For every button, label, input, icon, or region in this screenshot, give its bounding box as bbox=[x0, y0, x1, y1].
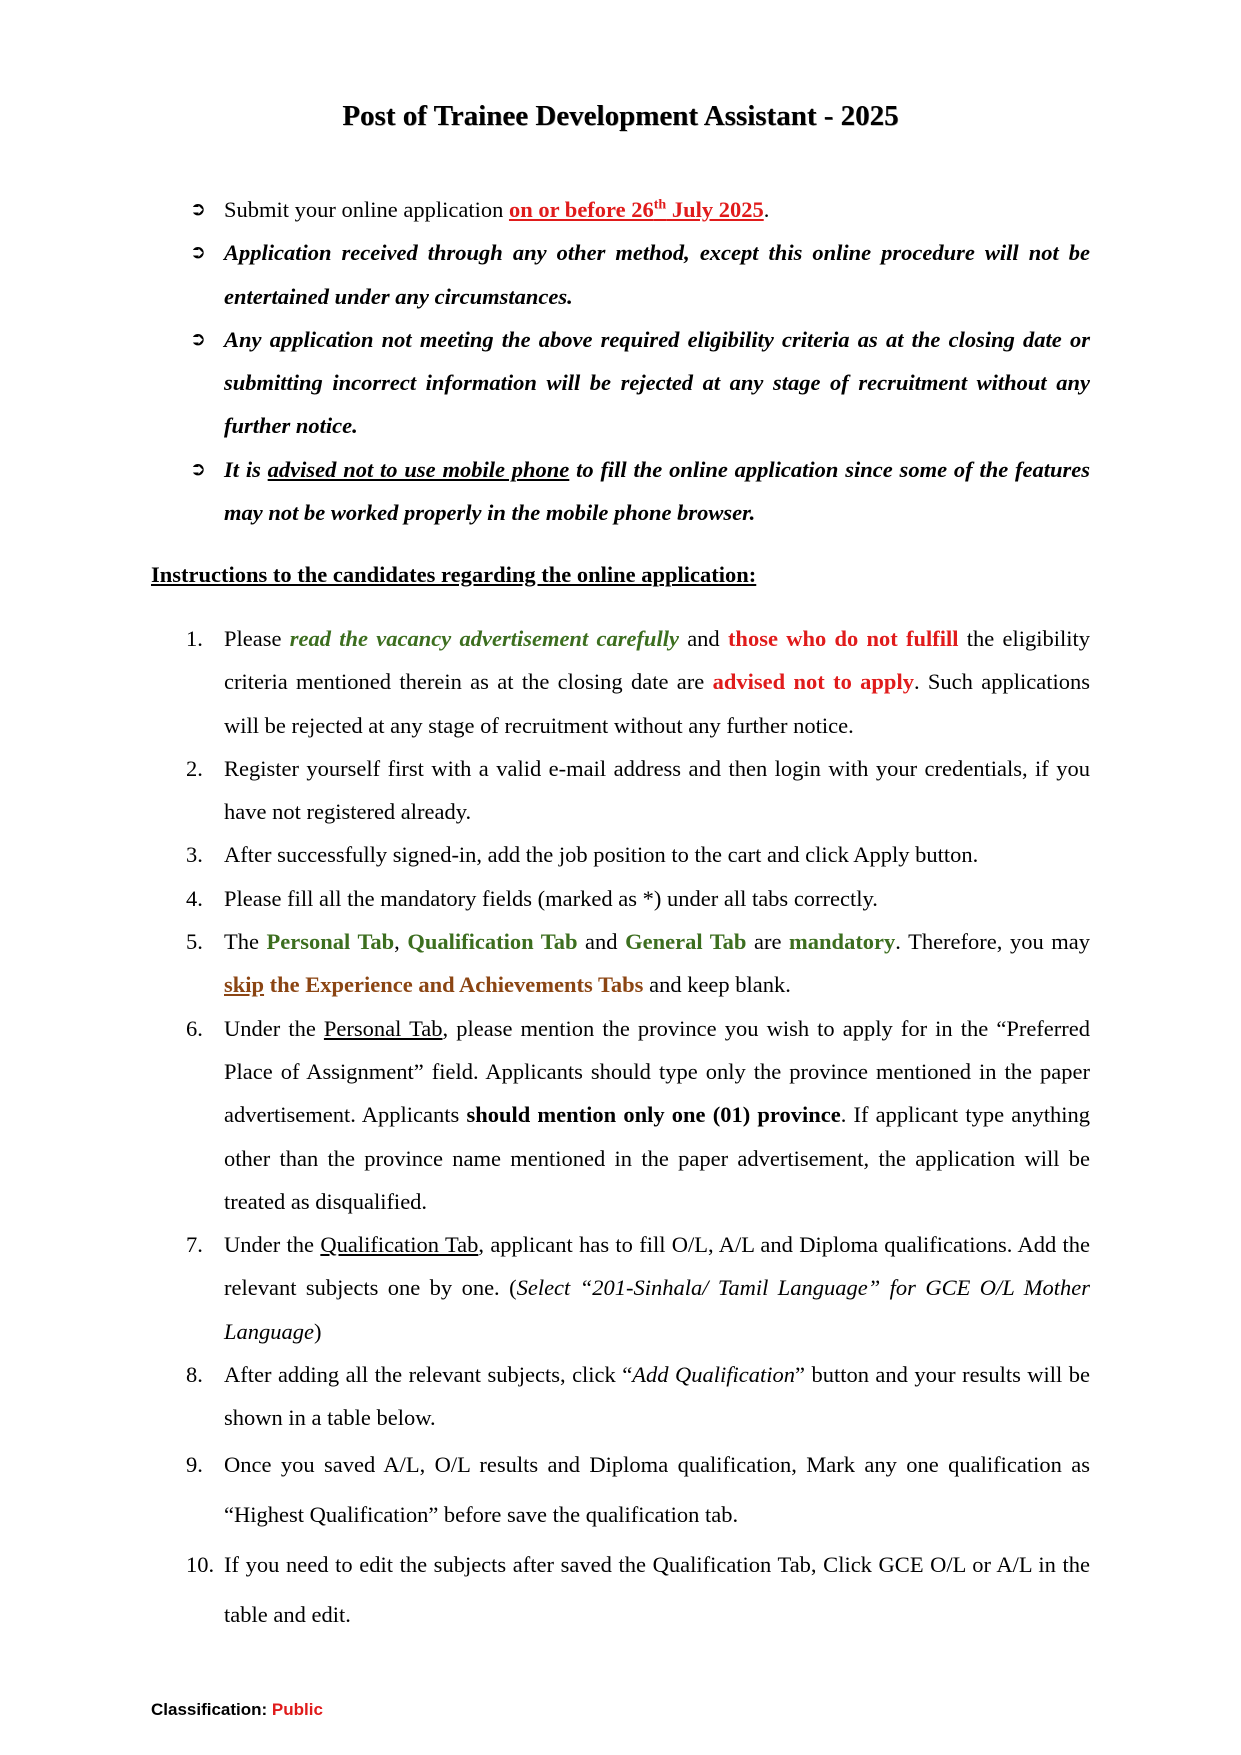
instruction-text: Once you saved A/L, O/L results and Diploma qualification, Mark any one qualification as “Highest Qualification” before save the qualification tab. bbox=[224, 1451, 1090, 1527]
text-part: Under the bbox=[224, 1015, 324, 1041]
text-part: ” button and your results will be shown in a table below. bbox=[224, 1362, 1091, 1431]
tab-name: Personal Tab bbox=[266, 929, 395, 955]
instruction-text: Register yourself first with a valid e-mail address and then login with your credentials, if you have not registered already. bbox=[224, 755, 1090, 825]
deadline-part: on or before 26 bbox=[508, 197, 654, 222]
text-part: The bbox=[224, 929, 267, 955]
text-part: and keep blank. bbox=[643, 972, 791, 998]
warning-text: advised not to apply bbox=[712, 669, 914, 695]
instruction-item bbox=[186, 877, 1090, 920]
instruction-text bbox=[224, 1353, 1090, 1440]
notice-text-part: It is bbox=[224, 456, 268, 482]
instruction-item bbox=[186, 833, 1090, 876]
notice-item bbox=[190, 448, 1090, 535]
tab-name: Personal Tab bbox=[323, 1015, 443, 1041]
deadline-suffix: th bbox=[653, 197, 667, 213]
instruction-text bbox=[224, 1223, 1090, 1353]
skip-text: skip bbox=[224, 972, 265, 998]
mobile-warning-text: advised not to use mobile phone bbox=[267, 456, 570, 482]
classification-footer bbox=[151, 1700, 323, 1720]
arrow-bullet-icon: ➲ bbox=[190, 327, 206, 350]
instruction-item bbox=[186, 1540, 1090, 1640]
button-name: Add Qualification bbox=[632, 1362, 795, 1388]
instruction-number: 1. bbox=[186, 626, 203, 651]
classification-value: Public bbox=[271, 1700, 323, 1719]
instruction-text bbox=[224, 617, 1090, 747]
instruction-number: 10. bbox=[186, 1551, 215, 1577]
instruction-item bbox=[186, 1007, 1090, 1223]
text-part: the eligibility criteria mentioned therein as at the closing date are bbox=[224, 626, 1090, 695]
instruction-number: 6. bbox=[186, 1015, 203, 1041]
text-part: After adding all the relevant subjects, click “ bbox=[224, 1362, 633, 1388]
text-part: . Therefore, you may bbox=[895, 929, 1091, 955]
notice-text: Any application not meeting the above required eligibility criteria as at the closing date or submitting incorrect information will be rejected at any stage of recruitment without any further notice. bbox=[224, 326, 1090, 439]
arrow-bullet-icon: ➲ bbox=[190, 241, 206, 264]
warning-text: those who do not fulfill bbox=[727, 626, 959, 651]
italic-note: Select “201-Sinhala/ Tamil Language” for GCE O/L Mother Language bbox=[224, 1275, 1090, 1344]
notice-list bbox=[190, 188, 1090, 534]
page-title: Post of Trainee Development Assistant - 2025 bbox=[342, 100, 899, 132]
notice-item bbox=[190, 231, 1090, 318]
instruction-number: 7. bbox=[186, 1232, 203, 1258]
notice-item bbox=[190, 188, 1090, 231]
notice-text bbox=[224, 188, 1090, 231]
notice-text: Application received through any other method, except this online procedure will not be entertained under any circumstances. bbox=[224, 240, 1090, 309]
instruction-text: Please fill all the mandatory fields (marked as *) under all tabs correctly. bbox=[224, 885, 878, 911]
text-part: ) bbox=[314, 1318, 322, 1344]
notice-text-part: . bbox=[763, 197, 770, 222]
text-part: Under the bbox=[224, 1232, 321, 1258]
emphasis-text: should mention only one (01) province bbox=[466, 1102, 841, 1128]
notice-text bbox=[224, 448, 1090, 535]
instruction-number: 3. bbox=[186, 842, 203, 868]
instruction-text: After successfully signed-in, add the job position to the cart and click Apply button. bbox=[224, 842, 979, 868]
instruction-number: 4. bbox=[186, 885, 203, 911]
optional-tabs-text: the Experience and Achievements Tabs bbox=[264, 972, 644, 998]
instruction-number: 2. bbox=[186, 755, 203, 781]
instruction-item bbox=[186, 617, 1090, 747]
text-part: are bbox=[746, 929, 790, 955]
classification-label: Classification: bbox=[151, 1700, 272, 1719]
instruction-item bbox=[186, 920, 1090, 1007]
instruction-item bbox=[186, 747, 1090, 834]
text-part: . If applicant type anything other than the province name mentioned in the paper advertisement, the application will be treated as disqualified. bbox=[224, 1102, 1090, 1214]
arrow-bullet-icon: ➲ bbox=[190, 198, 206, 220]
instruction-number: 9. bbox=[186, 1451, 203, 1477]
instruction-number: 8. bbox=[186, 1362, 203, 1388]
instruction-item bbox=[186, 1223, 1090, 1353]
instruction-item bbox=[186, 1353, 1090, 1440]
notice-text-part: Submit your online application bbox=[224, 197, 509, 222]
text-part: and bbox=[577, 929, 626, 955]
deadline-text bbox=[509, 197, 764, 222]
mandatory-text: mandatory bbox=[789, 929, 896, 955]
tab-name: Qualification Tab bbox=[407, 929, 578, 955]
instruction-number: 5. bbox=[186, 929, 203, 955]
instructions-heading: Instructions to the candidates regarding the online application: bbox=[151, 562, 757, 587]
text-part: , applicant has to fill O/L, A/L and Diploma qualifications. Add the relevant subjects one by one. ( bbox=[224, 1232, 1090, 1301]
instruction-text bbox=[224, 920, 1090, 1007]
arrow-bullet-icon: ➲ bbox=[190, 457, 206, 480]
text-part: Please bbox=[224, 626, 290, 651]
text-part: and bbox=[678, 626, 728, 651]
notice-text-part: to fill the online application since some of the features may not be worked properly in the mobile phone browser. bbox=[224, 456, 1091, 526]
instructions-list bbox=[186, 617, 1090, 1640]
deadline-part: July 2025 bbox=[666, 197, 764, 222]
text-part: . Such applications will be rejected at any stage of recruitment without any further notice. bbox=[224, 669, 1090, 738]
instruction-text: If you need to edit the subjects after saved the Qualification Tab, Click GCE O/L or A/L in the table and edit. bbox=[224, 1551, 1090, 1627]
tab-name: General Tab bbox=[625, 929, 747, 955]
instruction-text bbox=[224, 1007, 1090, 1223]
highlight-text: read the vacancy advertisement carefully bbox=[289, 626, 679, 651]
instruction-item bbox=[186, 1440, 1090, 1540]
tab-name: Qualification Tab bbox=[320, 1232, 479, 1258]
text-part: , bbox=[394, 929, 408, 955]
text-part: , please mention the province you wish to apply for in the “Preferred Place of Assignment” field. Applicants should type only the province mentioned in the paper advertisement. Applicants bbox=[224, 1015, 1091, 1128]
notice-item bbox=[190, 318, 1090, 448]
